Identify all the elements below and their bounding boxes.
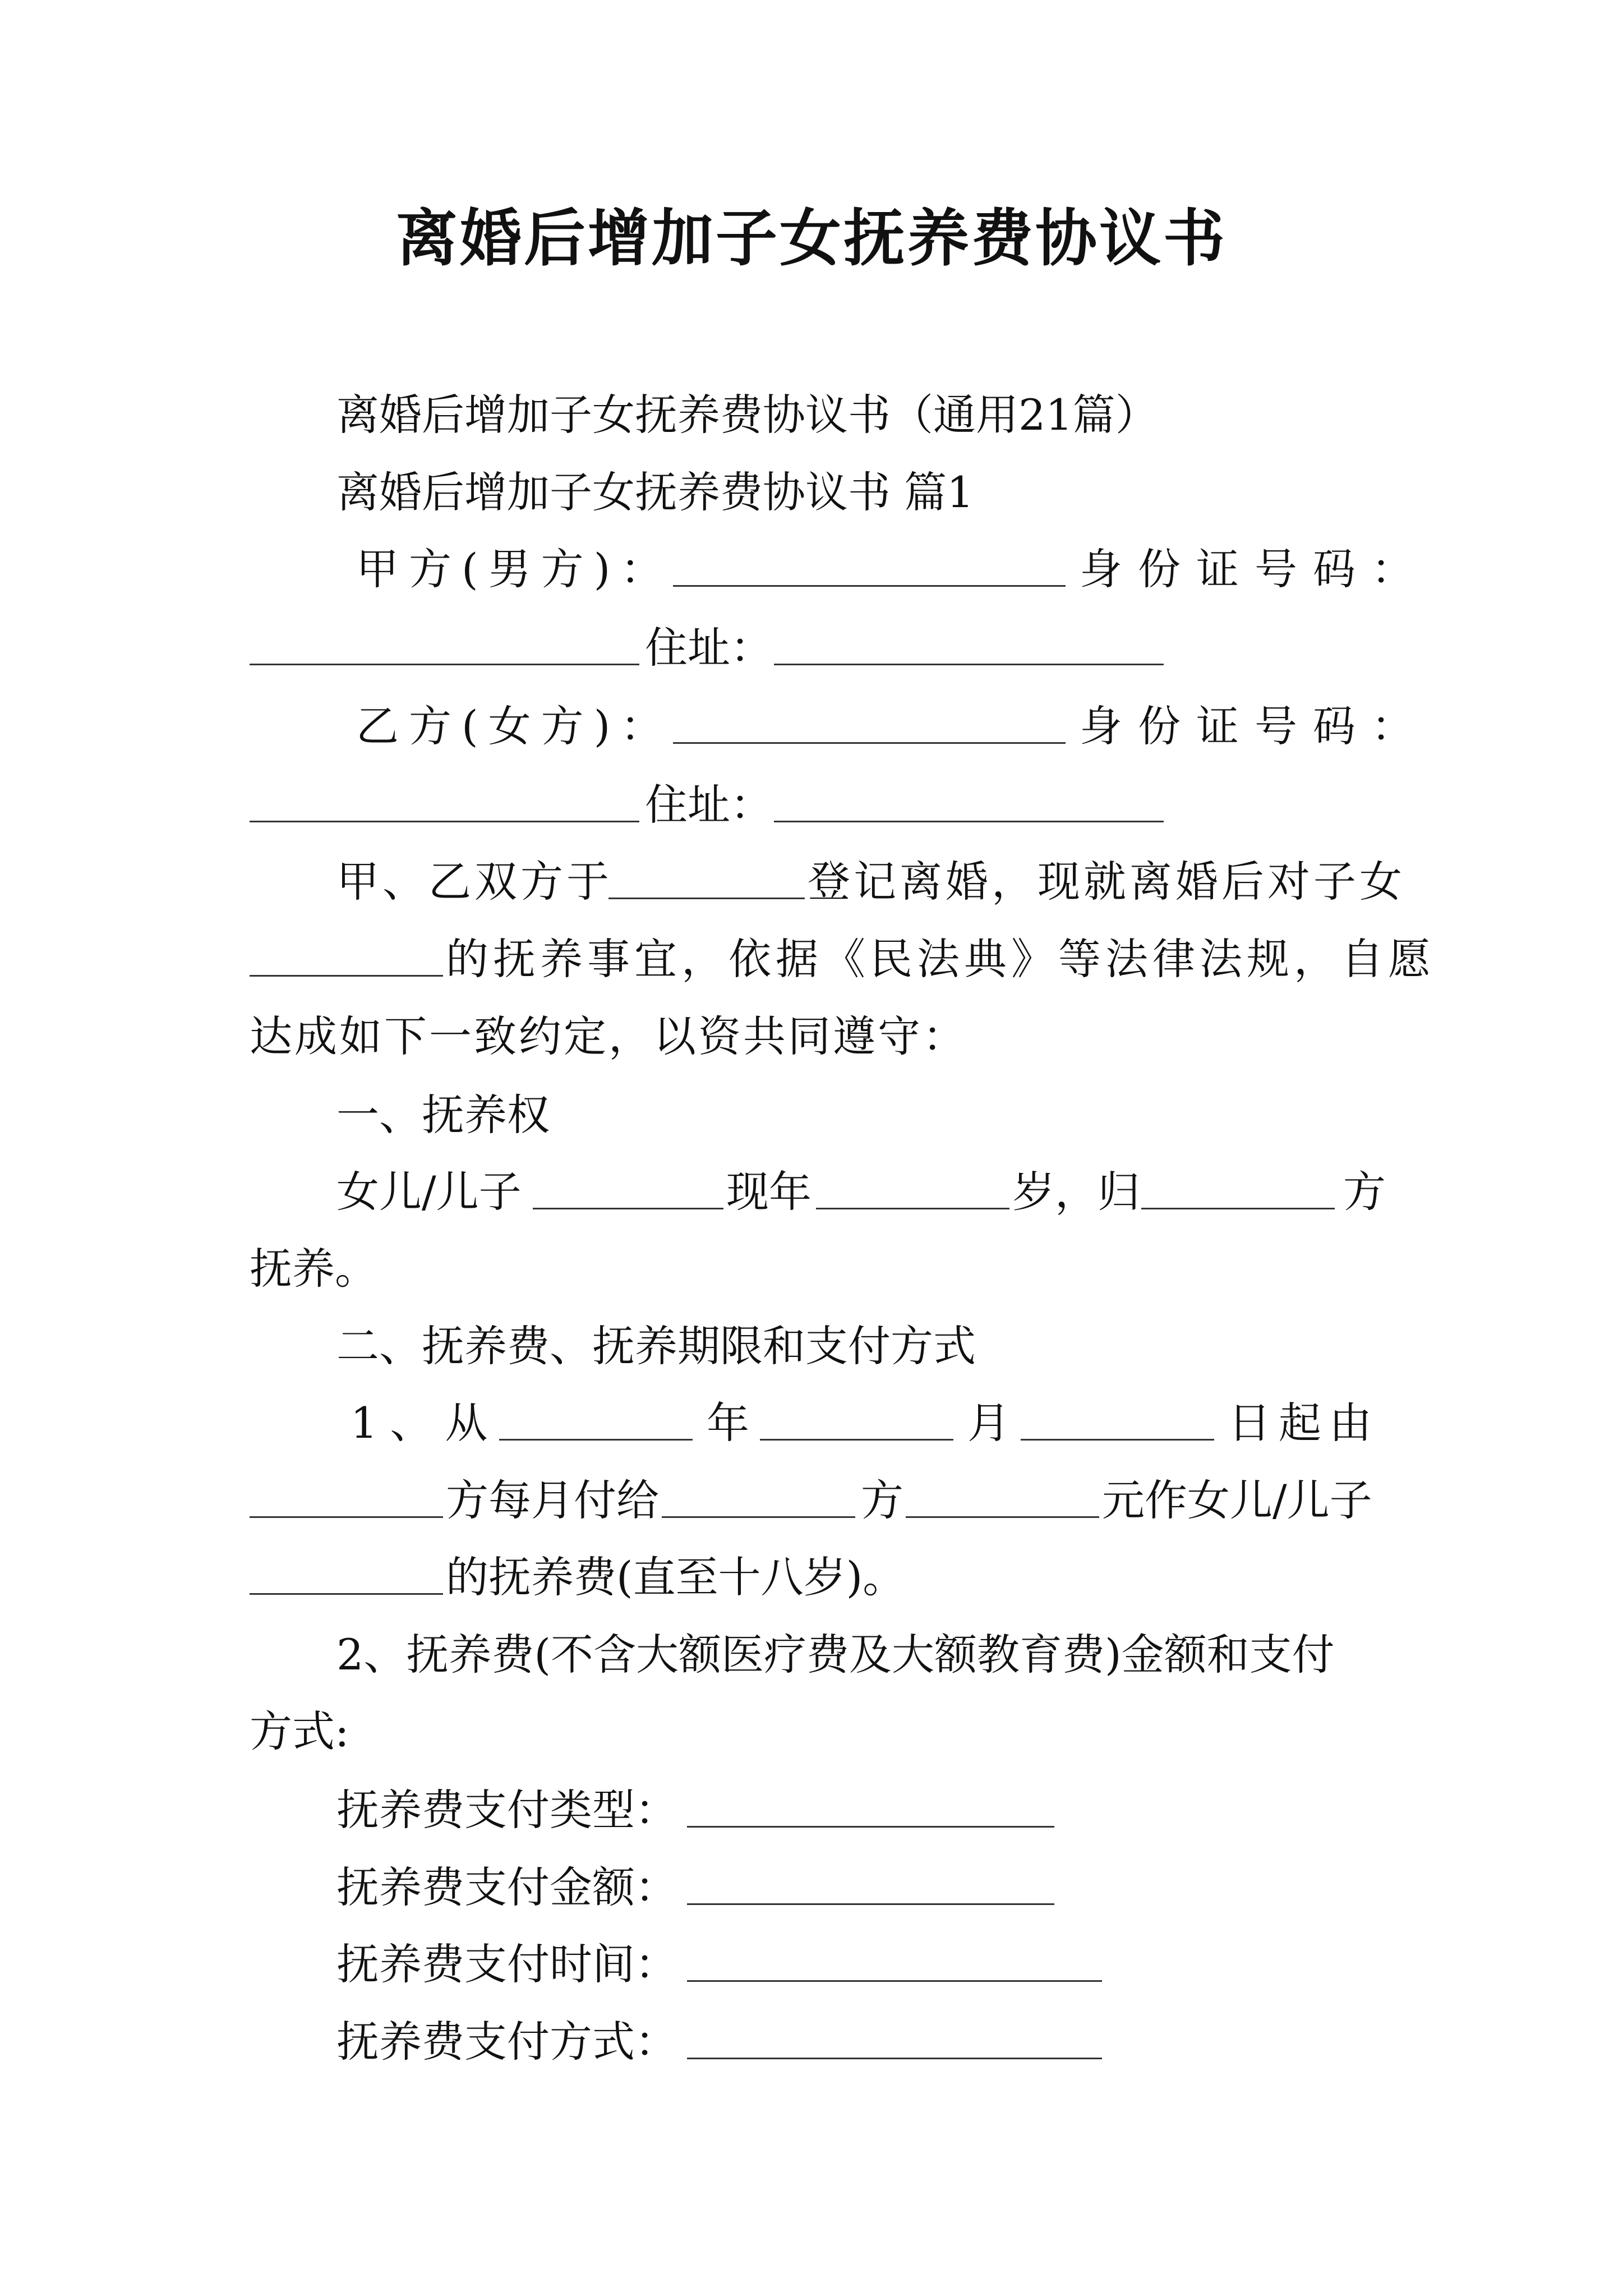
custody-age-field[interactable] bbox=[816, 1167, 1009, 1209]
party-b-name-field[interactable] bbox=[673, 702, 1066, 744]
item-1-text-a: 1、从 bbox=[351, 1398, 500, 1448]
section-2-heading: 二、抚养费、抚养期限和支付方式 bbox=[336, 1321, 976, 1371]
payee-party-field[interactable] bbox=[662, 1476, 855, 1518]
party-b-id-field[interactable] bbox=[250, 780, 639, 822]
party-a-id-label: 身份证号码： bbox=[1080, 544, 1430, 594]
start-day-field[interactable] bbox=[1021, 1398, 1214, 1441]
custody-text-e: 抚养。 bbox=[250, 1244, 377, 1294]
chapter-heading: 离婚后增加子女抚养费协议书 篇1 bbox=[336, 467, 974, 517]
custody-text-c: 岁，归 bbox=[1012, 1167, 1140, 1217]
monthly-amount-field[interactable] bbox=[906, 1476, 1099, 1518]
payment-type-field[interactable] bbox=[687, 1786, 1054, 1828]
party-b-address-field[interactable] bbox=[774, 780, 1164, 822]
party-a-address-field[interactable] bbox=[774, 623, 1164, 665]
item-2-text-a: 2、抚养费(不含大额医疗费及大额教育费)金额和支付 bbox=[336, 1630, 1335, 1680]
intro-text-1a: 甲、乙双方于 bbox=[336, 857, 612, 907]
item-1-child-field[interactable] bbox=[250, 1553, 443, 1595]
item-1-text-d: 日起由 bbox=[1228, 1398, 1380, 1448]
party-b-label: 乙方(女方)： bbox=[356, 701, 674, 751]
intro-text-3: 达成如下一致约定，以资共同遵守： bbox=[250, 1011, 967, 1061]
item-1-text-h: 的抚养费(直至十八岁)。 bbox=[446, 1552, 906, 1602]
document-title: 离婚后增加子女抚养费协议书 bbox=[396, 202, 1227, 274]
item-1-text-f: 方 bbox=[861, 1475, 903, 1525]
divorce-date-field[interactable] bbox=[608, 857, 805, 899]
payment-amount-label: 抚养费支付金额： bbox=[336, 1862, 677, 1912]
custody-child-field[interactable] bbox=[533, 1167, 723, 1209]
payment-method-field[interactable] bbox=[687, 2017, 1102, 2059]
start-year-field[interactable] bbox=[499, 1398, 693, 1441]
party-b-address-label: 住址： bbox=[645, 780, 773, 830]
start-month-field[interactable] bbox=[760, 1398, 953, 1441]
payment-time-label: 抚养费支付时间： bbox=[336, 1939, 677, 1989]
party-a-id-field[interactable] bbox=[250, 623, 639, 665]
item-2-text-b: 方式: bbox=[250, 1706, 349, 1756]
party-a-name-field[interactable] bbox=[673, 545, 1066, 587]
child-name-field[interactable] bbox=[250, 935, 443, 977]
party-b-id-label: 身份证号码： bbox=[1080, 701, 1430, 751]
payer-party-field[interactable] bbox=[250, 1476, 443, 1518]
party-a-address-label: 住址： bbox=[645, 623, 773, 673]
payment-type-label: 抚养费支付类型： bbox=[336, 1785, 677, 1835]
custody-party-field[interactable] bbox=[1141, 1167, 1335, 1209]
item-1-text-b: 年 bbox=[707, 1398, 749, 1448]
item-1-text-g: 元作女儿/儿子 bbox=[1102, 1475, 1372, 1525]
custody-text-d: 方 bbox=[1343, 1167, 1386, 1217]
custody-text-a: 女儿/儿子 bbox=[336, 1167, 522, 1217]
intro-text-2: 的抚养事宜，依据《民法典》等法律法规，自愿 bbox=[446, 934, 1435, 984]
custody-text-b: 现年 bbox=[726, 1167, 811, 1217]
payment-amount-field[interactable] bbox=[687, 1863, 1054, 1905]
intro-text-1b: 登记离婚，现就离婚后对子女 bbox=[808, 857, 1405, 907]
party-a-label: 甲方(男方)： bbox=[356, 544, 674, 594]
item-1-text-e: 方每月付给 bbox=[446, 1475, 659, 1525]
payment-time-field[interactable] bbox=[687, 1940, 1102, 1982]
subtitle: 离婚后增加子女抚养费协议书（通用21篇） bbox=[336, 390, 1158, 440]
section-1-heading: 一、抚养权 bbox=[336, 1090, 550, 1140]
item-1-text-c: 月 bbox=[967, 1398, 1010, 1448]
payment-method-label: 抚养费支付方式： bbox=[336, 2017, 677, 2067]
